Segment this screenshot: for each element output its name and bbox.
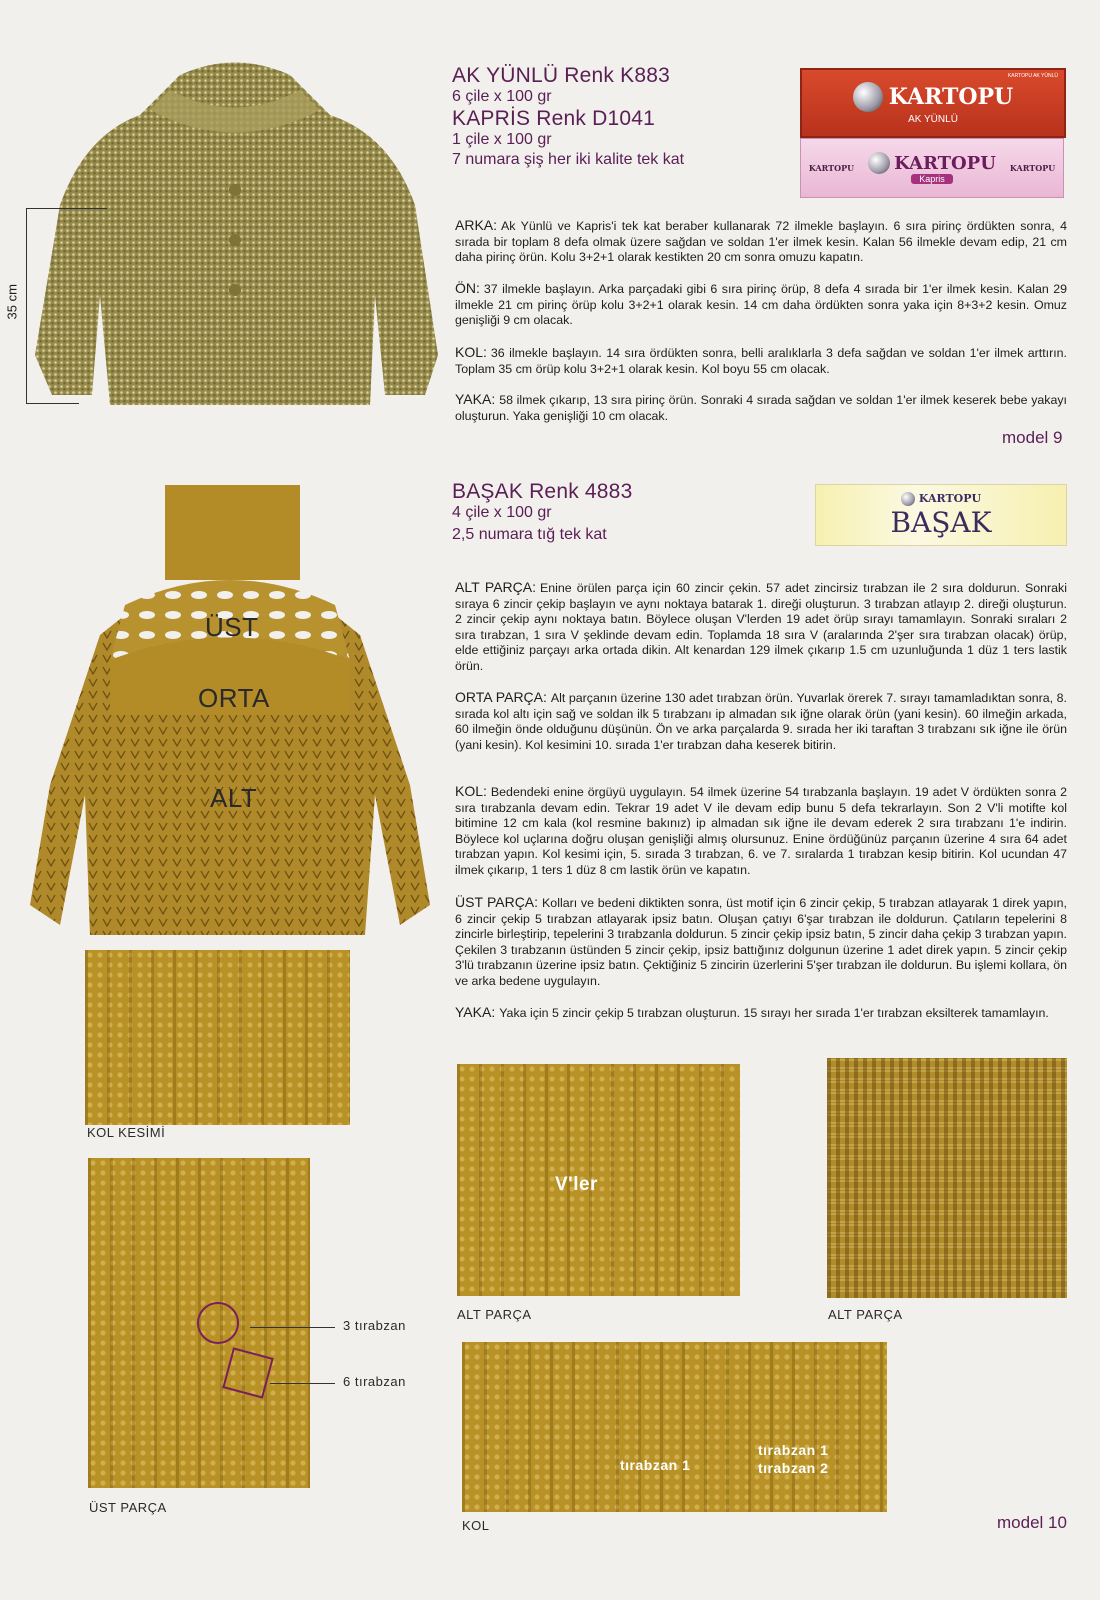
yarn-line-1: BAŞAK Renk 4883: [452, 480, 633, 503]
yarn-line-2: 6 çile x 100 gr: [452, 88, 552, 105]
yarn-label-kapris: [800, 138, 1064, 198]
section-orta-parca: ORTA PARÇA: Alt parçanın üzerine 130 adet tırabzan örün. Yuvarlak örerek 7. sırayı tamamladıktan sonra, 8. sırada kol altı için sağ ve soldan ilk 5 tırabzanı ip almadan sık iğne olarak örün (yani kesin). 60 ilmeğin arkada, 60 ilmeğin önde olduğunu düşünün. Ön ve arka parçalarda 9. sırada her iki taraftan 3 tırabzanı sık iğne ile örün (yani kesin). Kol kesimini 10. sırada 1'er tırabzan daha keserek bitirin.: [455, 689, 1067, 752]
caption-6-tirabzan: 6 tırabzan: [343, 1374, 406, 1389]
yarn-line-2: 4 çile x 100 gr: [452, 504, 552, 521]
label-tiny: KARTOPU AK YÜNLÜ: [1007, 73, 1058, 79]
label-sub: AK YÜNLÜ: [908, 113, 958, 125]
section-yaka: YAKA: 58 ilmek çıkarıp, 13 sıra pirinç örün. Sonraki 4 sırada sağdan ve soldan 1'er ilmek keserek bebe yakayı oluşturun. Yaka genişliği 10 cm olacak.: [455, 391, 1067, 423]
yarn-line-3: 2,5 numara tığ tek kat: [452, 526, 607, 543]
measure-bracket: [26, 208, 107, 404]
model-9-tag: model 9: [1002, 428, 1063, 447]
section-yaka: YAKA: Yaka için 5 zincir çekip 5 tırabzan oluşturun. 15 sırayı her sırada 1'er tırabzan eksilterek tamamlayın.: [455, 1004, 1049, 1020]
yarn-line-5: 7 numara şiş her iki kalite tek kat: [452, 151, 685, 168]
caption-tirabzan-1b: tırabzan 1: [758, 1442, 829, 1458]
basak-sweater-photo: [30, 485, 430, 945]
yarn-ball-icon: [901, 492, 915, 506]
caption-kol-kesimi: KOL KESİMİ: [87, 1125, 166, 1140]
caption-3-tirabzan: 3 tırabzan: [343, 1318, 406, 1333]
section-arka: ARKA: Ak Yünlü ve Kapris'i tek kat beraber kullanarak 72 ilmekle başlayın. 6 sıra pirinç ördükten sonra, 4 sırada bir toplam 8 defa olmak üzere sağdan ve soldan 1'er ilmek kesin. Kalan 56 ilmekle devam edip, 21 cm daha pirinç örün. Kolu 3+2+1 olarak kestikten 20 cm sonra omuzu kapatın.: [455, 217, 1067, 265]
section-on: ÖN: 37 ilmekle başlayın. Arka parçadaki gibi 6 sıra pirinç örüp, 8 defa 4 sırada bir 1'er ilmek kesin. Kalan 29 ilmekle 21 cm pirinç örüp kolu 3+2+1 olarak kesin. 14 cm daha ördükten sonra yaka için 8+3+2 kesin. Omuz genişliği 9 cm olacak.: [455, 280, 1067, 328]
yarn-line-4: 1 çile x 100 gr: [452, 131, 552, 148]
caption-kol: KOL: [462, 1518, 490, 1533]
alt-parca-photo-1: [457, 1064, 740, 1296]
label-brand: KARTOPU: [888, 83, 1014, 110]
sweater-label-alt: ALT: [210, 783, 258, 813]
model-10-tag: model 10: [997, 1513, 1067, 1532]
yarn-ball-icon: [868, 152, 890, 174]
caption-tirabzan-1a: tırabzan 1: [620, 1457, 691, 1473]
section-kol: KOL: Bedendeki enine örgüyü uygulayın. 54 ilmek üzerine 54 tırabzanla başlayın. 19 adet V ördükten sonra 2 sıra tırabzanla devam edin. Tekrar 19 adet V ile devam edip bunu 5 defa tekrarlayın. Son 2 V'li motifte kol bitimine 12 cm kala (kol resmine bakınız) ip almadan sık iğne ile devam ederek 2 sıra tırabzanı 1'e indirin. Böylece kol uçlarına doğru oluşan genişliği almış olursunuz. Enine ördüğünüz parçanın üzerine 4 sıra 64 adet tırabzan yapın. Kol kesimi için, 5. sırada 3 tırabzan, 6. ve 7. sıralarda 1 tırabzan kesip bitirin. Kol ucundan 47 ilmek çıkarıp, 1 ters 1 düz 8 cm lastik örün ve kapatın.: [455, 783, 1067, 877]
caption-vler: V'ler: [555, 1174, 598, 1195]
yarn-info-top: [452, 64, 782, 170]
ust-parca-photo: [88, 1158, 310, 1488]
label-side-left: KARTOPU: [808, 163, 855, 173]
sweater-label-ust: ÜST: [205, 612, 259, 642]
measure-label: 35 cm: [4, 284, 20, 320]
yarn-info-bottom: [452, 480, 782, 545]
yarn-ball-icon: [853, 82, 883, 112]
label-brand: KARTOPU: [894, 152, 996, 174]
label-side-right: KARTOPU: [1009, 163, 1056, 173]
caption-ust-parca: ÜST PARÇA: [89, 1500, 167, 1515]
yarn-line-3: KAPRİS Renk D1041: [452, 107, 656, 130]
yarn-label-ak-yunlu: [800, 68, 1066, 138]
sweater-label-orta: ORTA: [198, 683, 270, 713]
kol-kesimi-photo: [85, 950, 350, 1125]
kol-photo: [462, 1342, 887, 1512]
caption-alt-parca-1: ALT PARÇA: [457, 1307, 532, 1322]
label-name: BAŞAK: [890, 505, 992, 539]
section-kol: KOL: 36 ilmekle başlayın. 14 sıra ördükten sonra, belli aralıklarla 3 defa sağdan ve soldan 1'er ilmek arttırın. Toplam 35 cm örüp kolu 3+2+1 olarak kesin. Kol boyu 55 cm olacak.: [455, 344, 1067, 376]
pointer-line-6: [270, 1383, 335, 1384]
caption-alt-parca-2: ALT PARÇA: [828, 1307, 903, 1322]
pointer-line-3: [250, 1327, 335, 1328]
alt-parca-photo-2: [827, 1058, 1067, 1298]
caption-tirabzan-2: tırabzan 2: [758, 1460, 829, 1476]
yarn-label-basak: [815, 484, 1067, 546]
section-ust-parca: ÜST PARÇA: Kolları ve bedeni diktikten sonra, üst motif için 6 zincir çekip, 5 tırabzan atlayarak 1 direk yapın, 6 zincir çekip 5 tırabzan atlayarak ipsiz batın. Oluşan çatıyı 6'şar tırabzan ile doldurun. Çatıların tepelerini 8 zincirle birleştirip, tepelerini 3 tırabzanla doldurun. 5 zincir çekip ipsiz batın, 5 zincir daha çekip 3 tırabzan yapın. Çekilen 3 tırabzanın üstünden 5 zincir çekip, ipsiz battığınız dolgunun üzerine 1 adet direk yapın. 5 zincir çekip 3'lü tırabzanın üzerine ipsiz batın. Çektiğiniz 5 zincirin üzerlerini 5'şer tırabzan ile doldurun. Bu işlemi kollara, ön ve arka bedene uygulayın.: [455, 894, 1067, 988]
label-brand: KARTOPU: [918, 492, 982, 505]
label-sub: Kapris: [911, 174, 953, 184]
yarn-line-1: AK YÜNLÜ Renk K883: [452, 64, 670, 87]
section-alt-parca: ALT PARÇA: Enine örülen parça için 60 zincir çekin. 57 adet zincirsiz tırabzan ile 2 sıra doldurun. Sonraki sıraya 6 zincir çekip başlayın ve aynı noktaya batarak 1. direği oluşturun. 3 tırabzan atlayıp 2. direği oluşturun. 2 zincir çekip aynı noktaya batın. Böylece oluşan V'lerden 19 adet örüp sırayı tamamlayın. Sonraki sıraları 2 sıra tırabzan, 1 sıra V şeklinde devam edin. Toplamda 18 sıra V (aralarında 2'şer sıra tırabzan olacak) örüp, elde ettiğiniz parçayı arka ortada dikin. Alt kenardan 129 ilmek çıkarıp 1.5 cm uzunluğunda 1 düz 1 ters lastik örün.: [455, 579, 1067, 673]
